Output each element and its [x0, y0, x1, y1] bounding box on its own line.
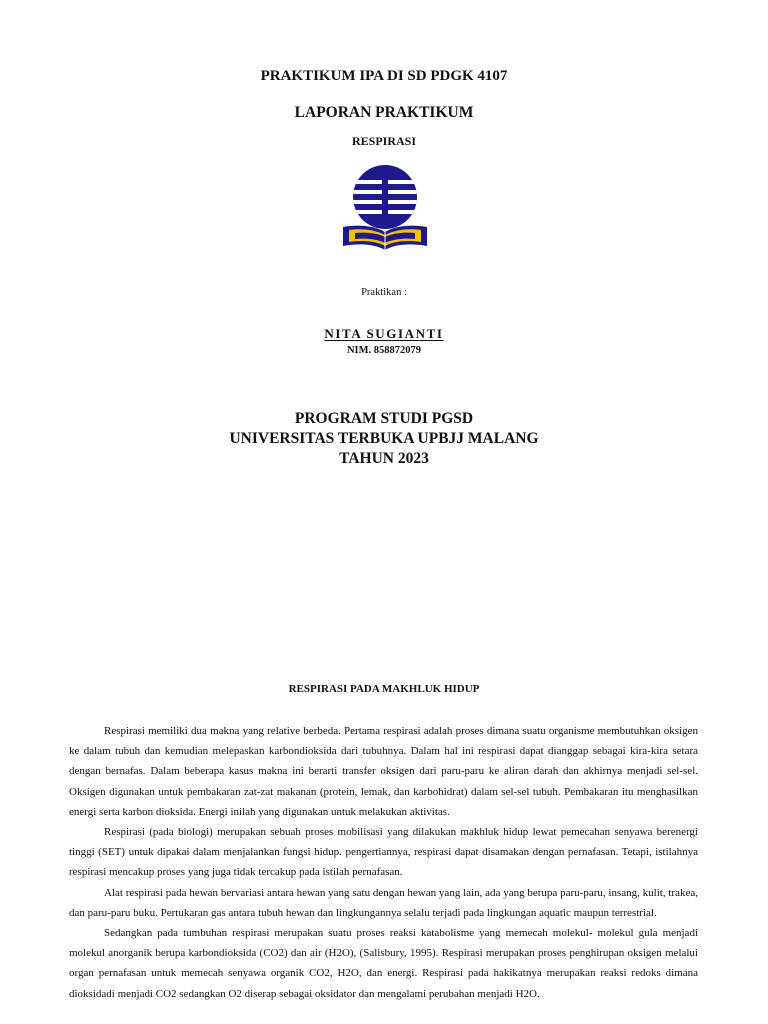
praktikan-label: Praktikan :: [361, 287, 407, 298]
document-title: PRAKTIKUM IPA DI SD PDGK 4107: [260, 68, 508, 84]
section-body: [69, 721, 698, 1004]
report-year: TAHUN 2023: [339, 450, 429, 467]
university-name: UNIVERSITAS TERBUKA UPBJJ MALANG: [229, 430, 539, 447]
university-logo-icon: [337, 160, 433, 256]
report-topic: RESPIRASI: [351, 134, 417, 148]
paragraph: Alat respirasi pada hewan bervariasi antara hewan yang satu dengan hewan yang lain, ada yang berupa paru-paru, insang, kulit, trakea, dan paru-paru buku. Pertukaran gas antara tubuh hewan dan lingkungannya selalu terjadi pada lingkungan aquatic maupun terrestrial.: [69, 886, 698, 919]
author-name: NITA SUGIANTI: [324, 326, 444, 341]
section-title: RESPIRASI PADA MAKHLUK HIDUP: [288, 683, 480, 695]
author-nim: NIM. 858872079: [346, 345, 422, 356]
paragraph: Sedangkan pada tumbuhan respirasi merupakan suatu proses reaksi katabolisme yang memecah molekul- molekul gula menjadi molekul anorganik berupa karbondioksida (CO2) dan air (H2O), (Salisbury, 1995). Respirasi merupakan proses penghirupan oksigen melalui organ pernafasan untuk memecah senyawa organik CO2, H2O, dan energi. Respirasi pada hakikatnya merupakan reaksi redoks dimana dioksidadi menjadi CO2 sedangkan O2 diserap sebagai oksidator dan mengalami perubahan menjadi H2O.: [69, 927, 698, 1000]
report-subtitle: LAPORAN PRAKTIKUM: [294, 104, 474, 121]
paragraph: Respirasi memiliki dua makna yang relative berbeda. Pertama respirasi adalah proses dimana suatu organisme membutuhkan oksigen ke dalam tubuh dan kemudian melepaskan karbondioksida dari tubuhnya. Dalam hal ini respirasi dapat dianggap sebagai kira-kira setara dengan bernafas. Dalam beberapa kasus makna ini berarti transfer oksigen dari paru-paru ke aliran darah dan akhirnya menjadi sel-sel. Oksigen digunakan untuk pembakaran zat-zat makanan (protein, lemak, dan karbohidrat) dalam sel-sel tubuh. Pembakaran itu menghasilkan energi serta karbon dioksida. Energi inilah yang digunakan untuk melakukan aktivitas.: [69, 725, 698, 818]
paragraph: Respirasi (pada biologi) merupakan sebuah proses mobilisasi yang dilakukan makhluk hidup lewat pemecahan senyawa berenergi tinggi (SET) untuk dipakai dalam menjalankan fungsi hidup. pengertiannya, respirasi dapat disamakan dengan pernafasan. Tetapi, istilahnya respirasi mencakup proses yang juga tidak tercakup pada istilah pernafasan.: [69, 826, 698, 879]
program-name: PROGRAM STUDI PGSD: [294, 410, 474, 427]
